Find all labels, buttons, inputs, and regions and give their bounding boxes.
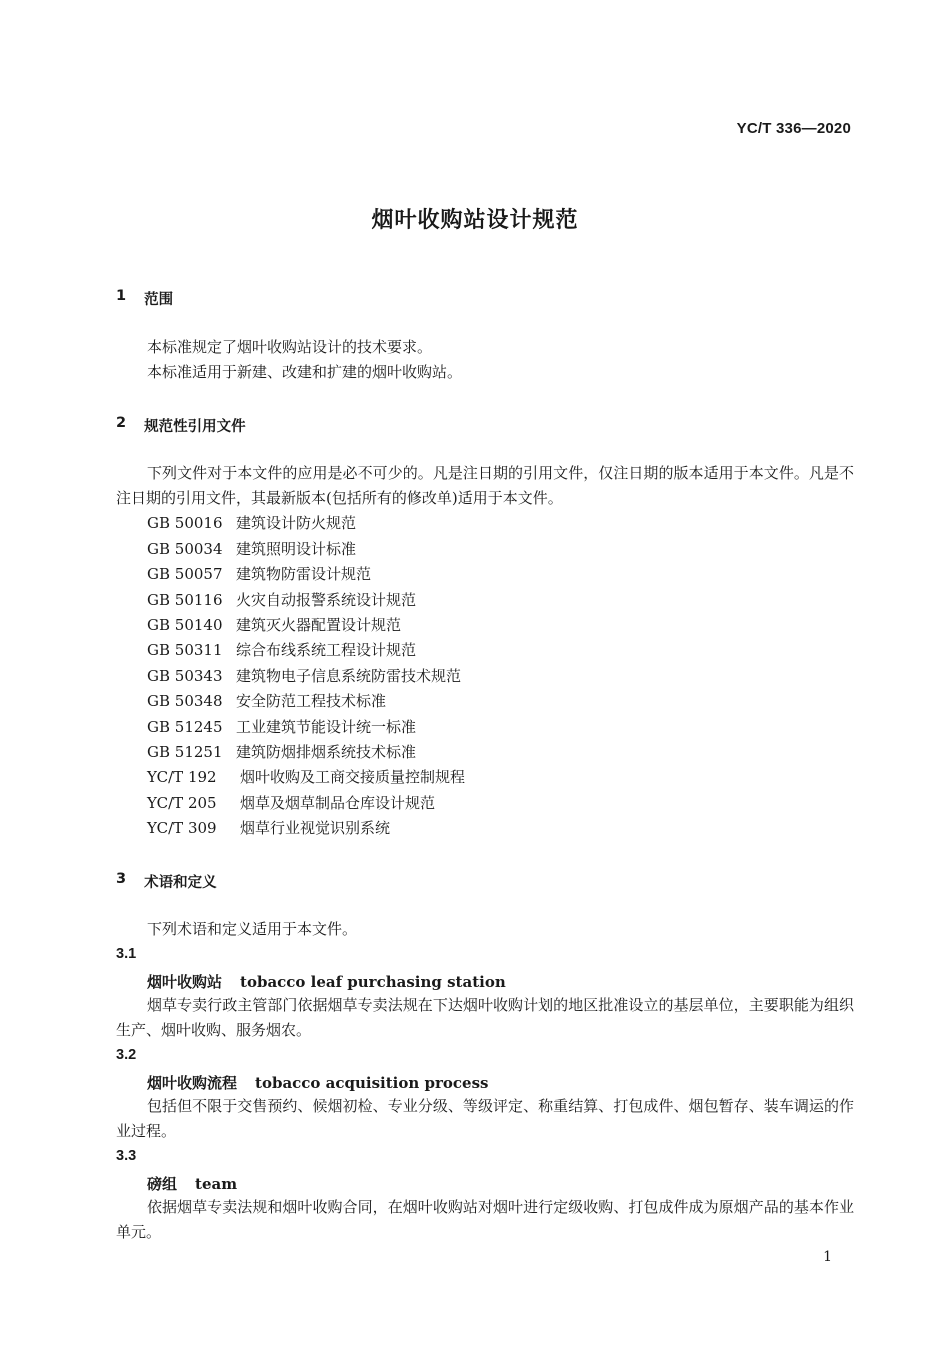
term-entry: [147, 1072, 488, 1093]
reference-item: [147, 537, 356, 562]
reference-item: [147, 511, 356, 536]
reference-name: 建筑灭火器配置设计规范: [236, 616, 402, 634]
reference-code: GB 50311: [147, 641, 223, 659]
reference-name: 工业建筑节能设计统一标准: [236, 718, 417, 736]
reference-item: [147, 562, 371, 587]
term-english: team: [195, 1175, 238, 1193]
reference-item: [147, 588, 416, 613]
term-chinese: 磅组: [147, 1175, 178, 1193]
scope-line: 本标准适用于新建、改建和扩建的烟叶收购站。: [147, 363, 463, 381]
section-number: 3: [116, 871, 127, 887]
term-definition: 烟草专卖行政主管部门依据烟草专卖法规在下达烟叶收购计划的地区批准设立的基层单位，主要职能为组织生产、烟叶收购、服务烟农。: [116, 996, 854, 1039]
section-1-heading: [116, 288, 173, 309]
terms-intro: 下列术语和定义适用于本文件。: [147, 920, 358, 938]
reference-name: 建筑照明设计标准: [236, 540, 357, 558]
section-title: 术语和定义: [144, 875, 217, 891]
scope-line: 本标准规定了烟叶收购站设计的技术要求。: [147, 338, 433, 356]
reference-name: 综合布线系统工程设计规范: [236, 641, 417, 659]
clause-number: 3.1: [116, 946, 137, 962]
reference-item: [147, 791, 435, 816]
reference-code: GB 50034: [147, 540, 223, 558]
term-chinese: 烟叶收购流程: [147, 1074, 238, 1092]
section-title: 范围: [144, 292, 174, 308]
term-definition: 包括但不限于交售预约、候烟初检、专业分级、等级评定、称重结算、打包成件、烟包暂存、装车调运的作业过程。: [116, 1097, 854, 1140]
document-number: YC/T 336—2020: [736, 120, 851, 137]
reference-code: GB 50016: [147, 514, 223, 532]
reference-code: GB 50057: [147, 565, 223, 583]
reference-item: [147, 638, 416, 663]
term-definition: 依据烟草专卖法规和烟叶收购合同，在烟叶收购站对烟叶进行定级收购、打包成件成为原烟产品的基本作业单元。: [116, 1198, 854, 1241]
reference-code: YC/T 192: [147, 768, 217, 786]
reference-name: 建筑物防雷设计规范: [236, 565, 372, 583]
reference-item: [147, 740, 416, 765]
reference-name: 烟草及烟草制品仓库设计规范: [240, 794, 436, 812]
reference-name: 建筑物电子信息系统防雷技术规范: [236, 667, 462, 685]
page-title: 烟叶收购站设计规范: [371, 208, 579, 233]
reference-item: [147, 715, 416, 740]
reference-code: GB 50348: [147, 692, 223, 710]
normative-references-intro: 下列文件对于本文件的应用是必不可少的。凡是注日期的引用文件，仅注日期的版本适用于本文件。凡是不注日期的引用文件，其最新版本(包括所有的修改单)适用于本文件。: [116, 464, 854, 507]
reference-code: GB 50116: [147, 591, 223, 609]
clause-number: 3.3: [116, 1148, 137, 1164]
section-number: 2: [116, 415, 127, 431]
reference-item: [147, 613, 401, 638]
term-chinese: 烟叶收购站: [147, 973, 223, 991]
reference-code: YC/T 205: [147, 794, 217, 812]
section-3-heading: [116, 871, 217, 892]
reference-name: 烟叶收购及工商交接质量控制规程: [240, 768, 466, 786]
term-english: tobacco leaf purchasing station: [240, 973, 506, 991]
reference-name: 建筑设计防火规范: [236, 514, 357, 532]
reference-name: 火灾自动报警系统设计规范: [236, 591, 417, 609]
reference-code: GB 51251: [147, 743, 223, 761]
reference-name: 安全防范工程技术标准: [236, 692, 387, 710]
term-entry: [147, 1173, 237, 1194]
clause-number: 3.2: [116, 1047, 137, 1063]
reference-code: GB 51245: [147, 718, 223, 736]
reference-item: [147, 664, 461, 689]
reference-code: GB 50343: [147, 667, 223, 685]
term-english: tobacco acquisition process: [255, 1074, 489, 1092]
reference-code: YC/T 309: [147, 819, 217, 837]
reference-item: [147, 765, 465, 790]
reference-code: GB 50140: [147, 616, 223, 634]
section-number: 1: [116, 288, 127, 304]
reference-name: 建筑防烟排烟系统技术标准: [236, 743, 417, 761]
section-2-heading: [116, 415, 246, 436]
reference-name: 烟草行业视觉识别系统: [240, 819, 391, 837]
reference-item: [147, 816, 390, 841]
section-title: 规范性引用文件: [144, 419, 246, 435]
page-number: 1: [823, 1249, 832, 1265]
reference-item: [147, 689, 386, 714]
term-entry: [147, 971, 506, 992]
